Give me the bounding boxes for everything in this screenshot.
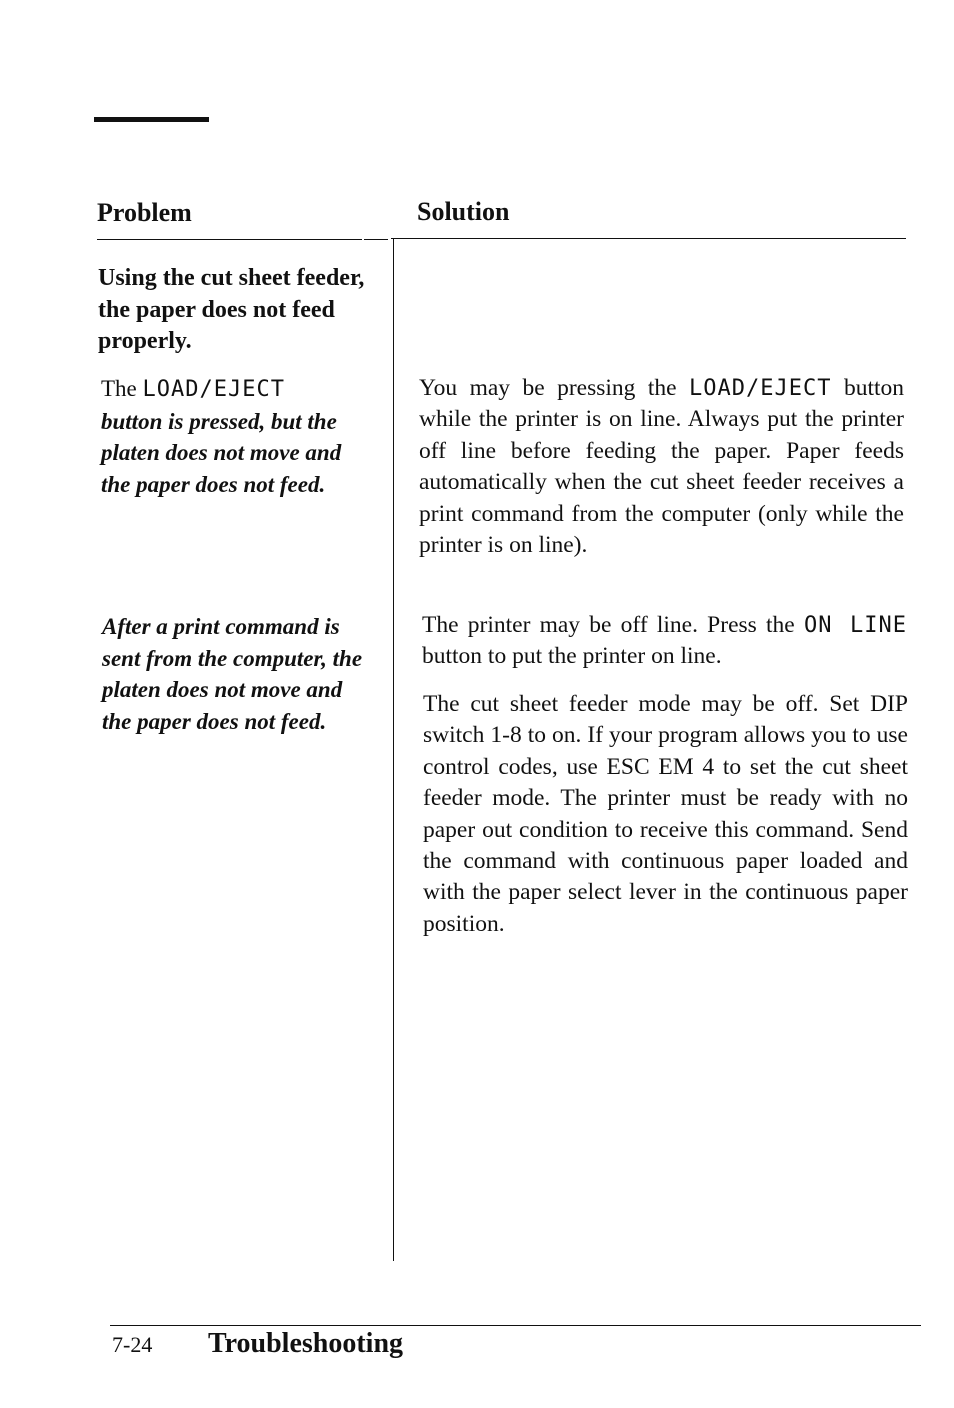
top-rule — [94, 117, 209, 122]
solution-off-line — [422, 610, 907, 673]
header-rule-left-end — [364, 239, 388, 240]
solution-load-eject — [419, 373, 904, 561]
footer-rule — [110, 1325, 921, 1326]
problem-column-header: Problem — [97, 198, 192, 227]
page-number: 7-24 — [112, 1332, 153, 1357]
solution-column-header: Solution — [417, 197, 510, 226]
header-rule-left — [97, 239, 362, 240]
solution-text: button to put the printer on line. — [422, 643, 722, 670]
header-rule-right — [391, 238, 906, 239]
on-line-button-label: ON LINE — [803, 613, 908, 638]
load-eject-button-label: LOAD/EJECT — [142, 377, 285, 402]
solution-lead: You may be pressing the — [419, 375, 677, 401]
load-eject-button-label: LOAD/EJECT — [689, 376, 832, 401]
problem-text: button is pressed, but the platen does not move and the paper does not feed. — [101, 408, 342, 497]
problem-lead: The — [101, 376, 137, 401]
solution-text: button while the printer is on line. Always put the printer off line before feeding the paper. Paper feeds automatically when the cut sheet feeder receives a print command from the computer (only while the printer is on line). — [419, 375, 905, 559]
section-title: Troubleshooting — [208, 1328, 404, 1359]
solution-feeder-mode: The cut sheet feeder mode may be off. Set DIP switch 1-8 to on. If your program allows you to use control codes, use ESC EM 4 to set the cut sheet feeder mode. The printer must be ready with no paper out condition to receive this command. Send the command with continuous paper loaded and with the paper select lever in the continuous paper position. — [423, 691, 908, 937]
problem-print-command: After a print command is sent from the computer, the platen does not move and the paper does not feed. — [102, 614, 363, 734]
problem-heading: Using the cut sheet feeder, the paper does not feed properly. — [98, 265, 365, 354]
problem-load-eject — [101, 373, 376, 500]
solution-lead: The printer may be off line. Press the — [422, 612, 795, 638]
column-divider — [393, 239, 394, 1261]
